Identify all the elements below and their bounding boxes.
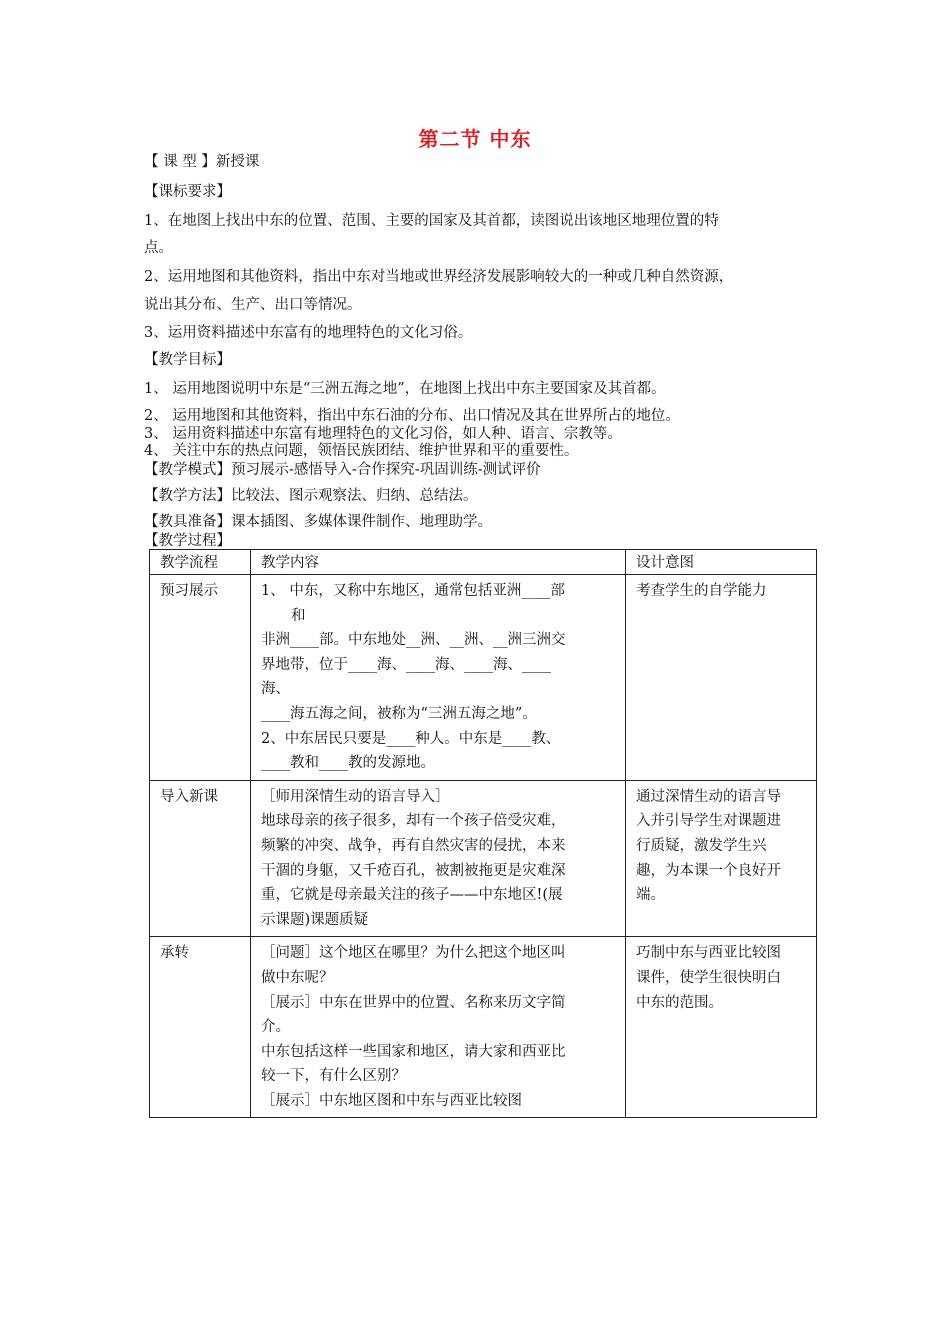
process-heading: 【教学过程】: [144, 533, 231, 549]
content-line: 介。: [261, 1019, 290, 1036]
content-line: 重，它就是母亲最关注的孩子——中东地区!(展: [261, 887, 563, 904]
table-header-row: [150, 550, 817, 575]
standard-line: 说出其分布、生产、出口等情况。: [144, 297, 362, 313]
content-line: 1、 中东，又称中东地区，通常包括亚洲____部: [261, 583, 565, 599]
header-content: 教学内容: [251, 550, 626, 575]
intent-line: 课件，使学生很快明白: [636, 969, 781, 986]
standard-line: 3、运用资料描述中东富有的地理特色的文化习俗。: [144, 325, 473, 341]
lesson-type: 【 课 型 】新授课: [144, 154, 260, 170]
intent-line: 考查学生的自学能力: [636, 583, 767, 599]
content-line: 界地带，位于____海、____海、____海、____: [261, 656, 551, 673]
teaching-tools: 【教具准备】课本插图、多媒体课件制作、地理助学。: [144, 514, 492, 530]
stage-cell: 预习展示: [150, 575, 251, 781]
teaching-methods: 【教学方法】比较法、图示观察法、归纳、总结法。: [144, 488, 478, 504]
content-line: 中东包括这样一些国家和地区，请大家和西亚比: [261, 1043, 566, 1060]
goals-heading: 【教学目标】: [144, 352, 231, 368]
content-line: 较一下，有什么区别？: [261, 1068, 406, 1085]
process-table: [149, 549, 817, 1118]
content-cell: [251, 575, 626, 781]
intent-line: 行质疑，激发学生兴: [636, 837, 767, 854]
content-cell: [251, 780, 626, 937]
content-line: ____海五海之间，被称为“三洲五海之地”。: [261, 705, 537, 722]
content-line: 干涸的身躯，又千疮百孔，被割被拖更是灾难深: [261, 862, 566, 879]
table-row: [150, 575, 817, 781]
content-line: 频繁的冲突、战争，再有自然灾害的侵扰，本来: [261, 837, 566, 854]
intent-cell: [626, 575, 817, 781]
goal-line: 4、 关注中东的热点问题，领悟民族团结、维护世界和平的重要性。: [144, 443, 579, 459]
header-intent: 设计意图: [626, 550, 817, 575]
content-line: 示课题)课题质疑: [261, 911, 369, 928]
content-line: ［师用深情生动的语言导入］: [261, 788, 450, 805]
intent-line: 端。: [636, 887, 665, 904]
intent-line: 通过深情生动的语言导: [636, 788, 781, 805]
content-line: ［问题］这个地区在哪里？为什么把这个地区叫: [261, 945, 566, 962]
standards-heading: 【课标要求】: [144, 184, 231, 200]
intent-cell: [626, 780, 817, 937]
content-line: 和: [291, 607, 306, 624]
intent-line: 中东的范围。: [636, 994, 723, 1011]
goal-line: 1、 运用地图说明中东是“三洲五海之地”，在地图上找出中东主要国家及其首都。: [144, 381, 666, 397]
teaching-mode: 【教学模式】预习展示-感悟导入-合作探究-巩固训练-测试评价: [144, 462, 541, 478]
standard-line: 2、运用地图和其他资料，指出中东对当地或世界经济发展影响较大的一种或几种自然资源，: [144, 269, 734, 285]
intent-line: 巧制中东与西亚比较图: [636, 945, 781, 962]
header-stage: 教学流程: [150, 550, 251, 575]
intent-line: 入并引导学生对课题进: [636, 813, 781, 830]
stage-cell: 承转: [150, 937, 251, 1118]
goal-line: 3、 运用资料描述中东富有地理特色的文化习俗，如人种、语言、宗教等。: [144, 426, 622, 442]
table-row: [150, 780, 817, 937]
intent-line: 趣，为本课一个良好开: [636, 862, 781, 879]
content-cell: [251, 937, 626, 1118]
standard-line: 点。: [144, 240, 173, 256]
content-line: 海、: [261, 681, 290, 698]
goal-line: 2、 运用地图和其他资料，指出中东石油的分布、出口情况及其在世界所占的地位。: [144, 408, 680, 424]
content-line: ____教和____教的发源地。: [261, 755, 435, 772]
content-line: 做中东呢？: [261, 969, 334, 986]
stage-cell: 导入新课: [150, 780, 251, 937]
content-line: 非洲____部。中东地处__洲、__洲、__洲三洲交: [261, 632, 566, 649]
content-line: 2、中东居民只要是____种人。中东是____教、: [261, 730, 561, 747]
standard-line: 1、在地图上找出中东的位置、范围、主要的国家及其首都，读图说出该地区地理位置的特: [144, 213, 719, 229]
content-line: ［展示］中东地区图和中东与西亚比较图: [261, 1092, 522, 1109]
content-line: ［展示］中东在世界中的位置、名称来历文字简: [261, 994, 566, 1011]
content-line: 地球母亲的孩子很多，却有一个孩子倍受灾难，: [261, 813, 566, 830]
table-row: [150, 937, 817, 1118]
page-title: 第二节 中东: [418, 127, 532, 151]
intent-cell: [626, 937, 817, 1118]
